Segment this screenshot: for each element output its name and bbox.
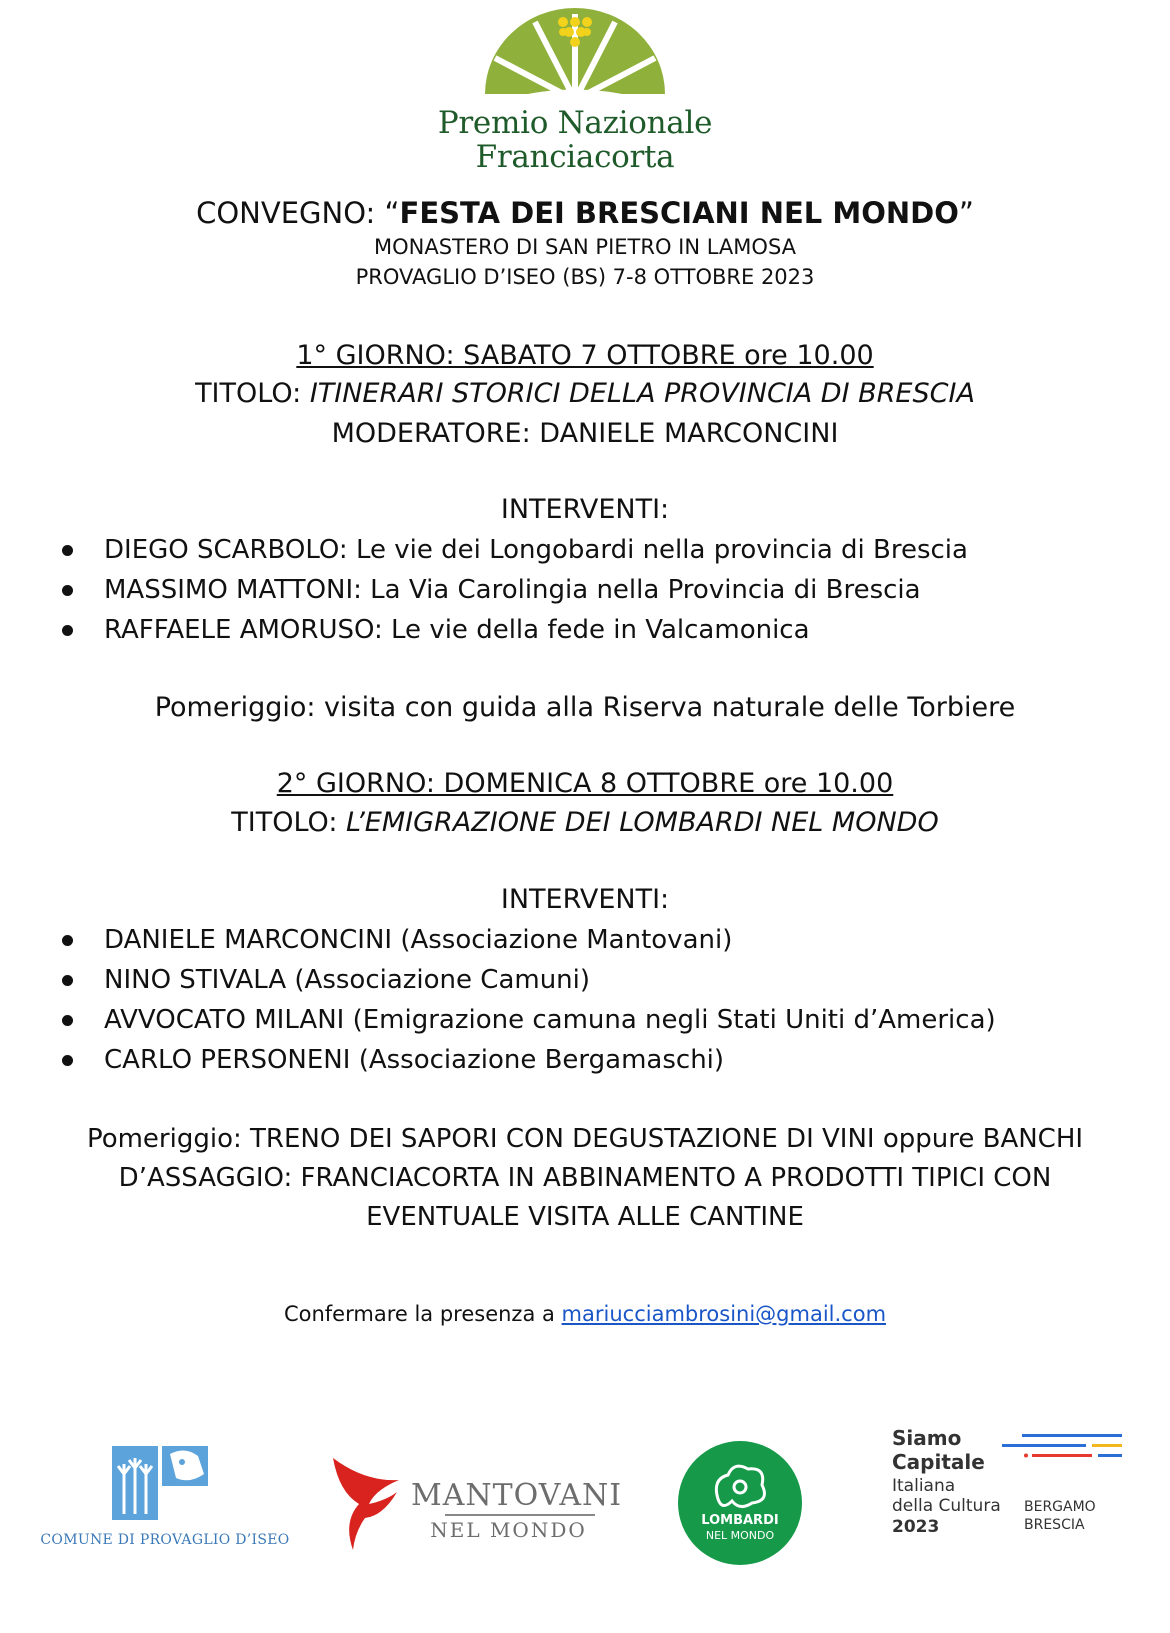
day1-afternoon: Pomeriggio: visita con guida alla Riserva naturale delle Torbiere xyxy=(154,692,1016,723)
day1-moderator: MODERATORE: DANIELE MARCONCINI xyxy=(331,418,839,449)
lombardi-line-1: LOMBARDI xyxy=(701,1513,779,1528)
day1-interventi-label: INTERVENTI: xyxy=(500,494,670,525)
logo-wordmark xyxy=(430,106,720,174)
day2-afternoon-line: Pomeriggio: TRENO DEI SAPORI CON DEGUSTAZIONE DI VINI oppure BANCHI xyxy=(86,1124,1084,1154)
confirm-text: Confermare la presenza a xyxy=(283,1302,562,1326)
capitale-line-2: Capitale xyxy=(892,1450,985,1474)
capitale-line-3: Italiana xyxy=(892,1476,956,1496)
title-main: FESTA DEI BRESCIANI NEL MONDO xyxy=(399,196,959,230)
vine-fan-icon xyxy=(475,8,675,108)
lombardi-logo xyxy=(678,1441,802,1565)
premio-franciacorta-logo xyxy=(430,8,720,173)
lombardi-knot-icon xyxy=(708,1459,772,1511)
capitale-line-4: della Cultura xyxy=(892,1496,1001,1516)
provaglio-coat-of-arms-icon xyxy=(110,1444,220,1524)
place-date: PROVAGLIO D’ISEO (BS) 7-8 OTTOBRE 2023 xyxy=(355,265,815,289)
capitale-cultura-logo xyxy=(892,1426,1162,1556)
mantovani-line-1: MANTOVANI xyxy=(411,1478,623,1513)
day1-title-label: TITOLO: xyxy=(195,378,310,409)
venue: MONASTERO DI SAN PIETRO IN LAMOSA xyxy=(373,235,797,259)
day2-title-text: L’EMIGRAZIONE DEI LOMBARDI NEL MONDO xyxy=(346,807,939,838)
day2-title-label: TITOLO: xyxy=(231,807,347,838)
capitale-line-1: Siamo xyxy=(892,1426,962,1450)
list-item: RAFFAELE AMORUSO: Le vie della fede in Valcamonica xyxy=(58,610,968,650)
day2-heading: 2° GIORNO: DOMENICA 8 OTTOBRE ore 10.00 xyxy=(276,768,894,799)
list-item: CARLO PERSONENI (Associazione Bergamaschi) xyxy=(58,1040,996,1080)
list-item: MASSIMO MATTONI: La Via Carolingia nella Provincia di Brescia xyxy=(58,570,968,610)
list-item: DANIELE MARCONCINI (Associazione Mantovani) xyxy=(58,920,996,960)
email-link[interactable]: mariucciambrosini@gmail.com xyxy=(561,1302,887,1326)
list-item: AVVOCATO MILANI (Emigrazione camuna negli Stati Uniti d’America) xyxy=(58,1000,996,1040)
day1-title-text: ITINERARI STORICI DELLA PROVINCIA DI BRESCIA xyxy=(309,378,975,409)
confirm-line xyxy=(0,1302,1170,1326)
provaglio-label: COMUNE DI PROVAGLIO D’ISEO xyxy=(40,1532,290,1548)
list-item: DIEGO SCARBOLO: Le vie dei Longobardi nella provincia di Brescia xyxy=(58,530,968,570)
day1-heading: 1° GIORNO: SABATO 7 OTTOBRE ore 10.00 xyxy=(296,340,874,371)
day1-interventi-list xyxy=(58,530,968,650)
capitale-city-1: BERGAMO xyxy=(1024,1499,1096,1515)
mantovani-line-2: NEL MONDO xyxy=(430,1518,587,1542)
provaglio-logo xyxy=(30,1440,300,1560)
capitale-city-2: BRESCIA xyxy=(1024,1517,1085,1533)
day2-title xyxy=(0,807,1170,838)
mantovani-divider xyxy=(445,1514,595,1516)
day2-afternoon xyxy=(0,1120,1170,1237)
logo-line-2: Franciacorta xyxy=(475,139,675,175)
logo-line-1: Premio Nazionale xyxy=(437,105,713,141)
day2-afternoon-line: D’ASSAGGIO: FRANCIACORTA IN ABBINAMENTO A PRODOTTI TIPICI CON xyxy=(118,1163,1052,1193)
mantovani-flame-icon xyxy=(325,1452,405,1552)
convegno-title xyxy=(0,196,1170,230)
title-suffix: ” xyxy=(958,196,974,230)
day2-afternoon-line: EVENTUALE VISITA ALLE CANTINE xyxy=(366,1202,804,1232)
day2-interventi-label: INTERVENTI: xyxy=(500,884,670,915)
mantovani-logo xyxy=(325,1452,623,1557)
day1-title xyxy=(0,378,1170,409)
lombardi-line-2: NEL MONDO xyxy=(705,1529,775,1542)
capitale-line-5: 2023 xyxy=(892,1517,940,1537)
title-prefix: CONVEGNO: “ xyxy=(196,196,400,230)
day2-interventi-list xyxy=(58,920,996,1080)
capitale-stripes-icon xyxy=(1002,1432,1122,1466)
list-item: NINO STIVALA (Associazione Camuni) xyxy=(58,960,996,1000)
